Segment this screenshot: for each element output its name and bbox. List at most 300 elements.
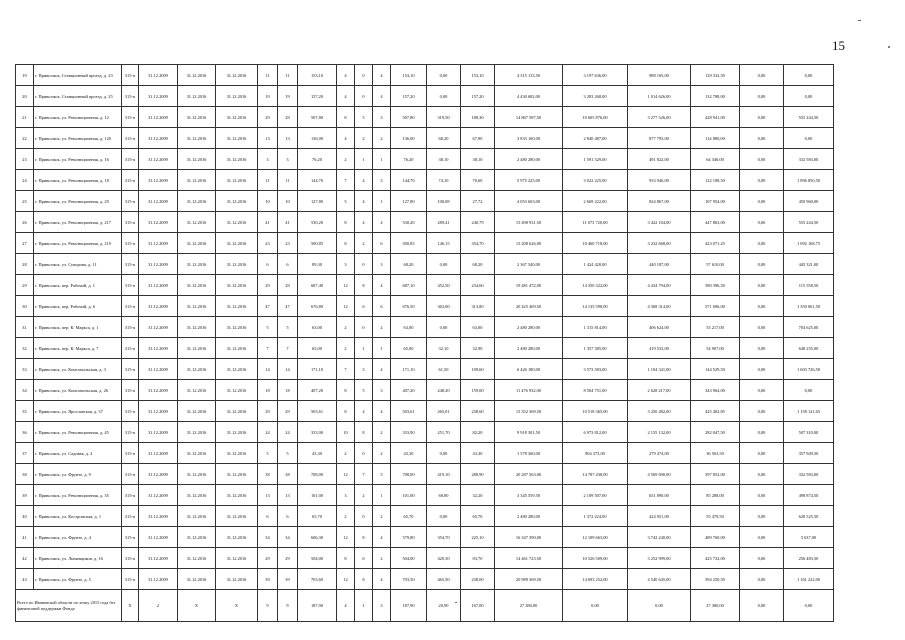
cell-c: 4 — [373, 401, 391, 422]
cell-d1: 31.12.2009 — [139, 65, 178, 86]
cell-d2: 31.12.2016 — [178, 380, 216, 401]
cell-c1: 39 — [258, 569, 278, 590]
cell-s1: 319,50 — [427, 107, 461, 128]
cell-total-f5: 0,00 — [784, 590, 834, 622]
cell-f1: 11 073 720,00 — [563, 212, 628, 233]
cell-area2: 171,10 — [391, 359, 427, 380]
cell-f3: 489 760,00 — [691, 527, 740, 548]
cell-code: 315-п — [122, 212, 139, 233]
cell-cost: 14 461 723,50 — [495, 548, 563, 569]
cell-a: 4 — [337, 86, 355, 107]
cell-d1: 31.12.2009 — [139, 464, 178, 485]
cell-total-d2: X — [178, 590, 216, 622]
table-body — [16, 65, 834, 622]
cell-address: г. Приволжск, ул. Революционная, д. 219 — [34, 233, 122, 254]
cell-cost: 2 480 280,00 — [495, 149, 563, 170]
cell-s2: 67,80 — [461, 128, 495, 149]
cell-f3: 57 610,00 — [691, 254, 740, 275]
cell-area2: 144,70 — [391, 170, 427, 191]
cell-f5: 1 896 850,50 — [784, 170, 834, 191]
cell-f1: 14 350 322,00 — [563, 275, 628, 296]
cell-address: г. Приволжск, ул. Фрунзе, д. 9 — [34, 464, 122, 485]
cell-address: г. Приволжск, ул. Садовая, д. 2 — [34, 443, 122, 464]
cell-area: 127,80 — [298, 191, 337, 212]
cell-d2: 31.12.2016 — [178, 149, 216, 170]
table-row — [16, 338, 834, 359]
cell-cost: 2 480 280,00 — [495, 506, 563, 527]
cell-s1: 363,00 — [427, 296, 461, 317]
cell-s2: 43,30 — [461, 443, 495, 464]
cell-f5: 0,00 — [784, 65, 834, 86]
cell-area2: 507,80 — [391, 107, 427, 128]
cell-d3: 31.12.2016 — [216, 548, 258, 569]
cell-d2: 31.12.2016 — [178, 107, 216, 128]
cell-c: 2 — [373, 128, 391, 149]
cell-s2: 234,60 — [461, 275, 495, 296]
cell-a: 10 — [337, 422, 355, 443]
cell-f4: 0,00 — [740, 212, 784, 233]
cell-code: 315-п — [122, 86, 139, 107]
cell-b: 3 — [355, 359, 373, 380]
cell-d3: 31.12.2016 — [216, 233, 258, 254]
cell-s2: 188,30 — [461, 107, 495, 128]
cell-d3: 31.12.2016 — [216, 128, 258, 149]
cell-d3: 31.12.2016 — [216, 506, 258, 527]
cell-c: 4 — [373, 527, 391, 548]
cell-s1: 74,10 — [427, 170, 461, 191]
cell-f5: 0,00 — [784, 86, 834, 107]
cell-s1: 419,10 — [427, 464, 461, 485]
cell-code: 315-п — [122, 170, 139, 191]
cell-area: 136,00 — [298, 128, 337, 149]
cell-c2: 7 — [278, 338, 298, 359]
cell-f4: 0,00 — [740, 191, 784, 212]
cell-b: 0 — [355, 443, 373, 464]
cell-cost: 15 498 931,50 — [495, 212, 563, 233]
cell-total-f2: 0,00 — [628, 590, 691, 622]
cell-c: 2 — [373, 506, 391, 527]
cell-d2: 31.12.2016 — [178, 212, 216, 233]
cell-code: 315-п — [122, 317, 139, 338]
table-row — [16, 170, 834, 191]
cell-area: 703,60 — [298, 569, 337, 590]
cell-n: 20 — [16, 86, 34, 107]
cell-d2: 31.12.2016 — [178, 401, 216, 422]
cell-cost: 4 430 682,00 — [495, 86, 563, 107]
cell-f2: 988 165,00 — [628, 65, 691, 86]
cell-c2: 3 — [278, 149, 298, 170]
cell-cost: 15 352 369,50 — [495, 401, 563, 422]
cell-b: 6 — [355, 296, 373, 317]
cell-address: г. Приволжск, ул. Революционная, д. 18 — [34, 170, 122, 191]
cell-d2: 31.12.2016 — [178, 191, 216, 212]
cell-c: 4 — [373, 569, 391, 590]
cell-f1: 3 022 225,00 — [563, 170, 628, 191]
cell-f1: 1 315 814,00 — [563, 317, 628, 338]
cell-d2: 31.12.2016 — [178, 443, 216, 464]
cell-n: 41 — [16, 527, 34, 548]
cell-b: 0 — [355, 506, 373, 527]
cell-b: 2 — [355, 128, 373, 149]
cell-f5: 445 321,00 — [784, 254, 834, 275]
cell-f2: 406 624,00 — [628, 317, 691, 338]
cell-d1: 31.12.2009 — [139, 485, 178, 506]
cell-d3: 31.12.2016 — [216, 65, 258, 86]
cell-c2: 5 — [278, 443, 298, 464]
cell-b: 2 — [355, 233, 373, 254]
cell-n: 26 — [16, 212, 34, 233]
cell-b: 7 — [355, 464, 373, 485]
cell-area: 144,70 — [298, 170, 337, 191]
cell-area: 65,00 — [298, 338, 337, 359]
cell-address: г. Приволжск, пер. К. Маркса, д. 1 — [34, 317, 122, 338]
cell-b: 8 — [355, 569, 373, 590]
cell-f3: 114 880,00 — [691, 128, 740, 149]
cell-c2: 41 — [278, 212, 298, 233]
cell-cost: 5 975 225,00 — [495, 170, 563, 191]
cell-total-d1: 2 — [139, 590, 178, 622]
cell-d2: 31.12.2016 — [178, 506, 216, 527]
cell-area2: 63,00 — [391, 317, 427, 338]
cell-a: 8 — [337, 380, 355, 401]
cell-f3: 85 288,00 — [691, 485, 740, 506]
cell-area2: 127,80 — [391, 191, 427, 212]
cell-b: 2 — [355, 485, 373, 506]
cell-code: 315-п — [122, 149, 139, 170]
cell-area: 171,10 — [298, 359, 337, 380]
cell-f1: 8 504 751,00 — [563, 380, 628, 401]
cell-d1: 31.12.2009 — [139, 233, 178, 254]
cell-f5: 450 960,00 — [784, 191, 834, 212]
cell-cost: 19 481 472,00 — [495, 275, 563, 296]
cell-d1: 31.12.2009 — [139, 296, 178, 317]
cell-d1: 31.12.2009 — [139, 191, 178, 212]
cell-c2: 23 — [278, 233, 298, 254]
cell-a: 8 — [337, 212, 355, 233]
cell-area2: 65,70 — [391, 506, 427, 527]
cell-f5: 648 255,00 — [784, 338, 834, 359]
cell-code: 315-п — [122, 128, 139, 149]
cell-a: 4 — [337, 128, 355, 149]
cell-c1: 5 — [258, 443, 278, 464]
cell-f5: 1 350 061,50 — [784, 296, 834, 317]
cell-c1: 11 — [258, 170, 278, 191]
cell-d1: 31.12.2009 — [139, 317, 178, 338]
cell-code: 315-п — [122, 401, 139, 422]
cell-s2: 70,60 — [461, 170, 495, 191]
cell-c2: 6 — [278, 254, 298, 275]
cell-a: 12 — [337, 527, 355, 548]
cell-total-f1: 0,00 — [563, 590, 628, 622]
cell-d3: 31.12.2016 — [216, 149, 258, 170]
cell-code: 315-п — [122, 506, 139, 527]
cell-d2: 31.12.2016 — [178, 170, 216, 191]
cell-f2: 4 540 645,00 — [628, 569, 691, 590]
cell-c2: 11 — [278, 65, 298, 86]
cell-total-a: 4 — [337, 590, 355, 622]
cell-c1: 23 — [258, 233, 278, 254]
cell-c: 4 — [373, 212, 391, 233]
cell-f4: 0,00 — [740, 296, 784, 317]
cell-cost: 20 425 469,50 — [495, 296, 563, 317]
cell-cost: 4 315 133,50 — [495, 65, 563, 86]
cell-s2: 238,60 — [461, 401, 495, 422]
cell-area: 43,30 — [298, 443, 337, 464]
cell-b: 4 — [355, 170, 373, 191]
cell-n: 38 — [16, 464, 34, 485]
cell-f4: 0,00 — [740, 527, 784, 548]
cell-n: 24 — [16, 170, 34, 191]
cell-area2: 333,90 — [391, 422, 427, 443]
cell-d2: 31.12.2016 — [178, 422, 216, 443]
table-row — [16, 401, 834, 422]
cell-d2: 31.12.2016 — [178, 548, 216, 569]
cell-s2: 159,00 — [461, 380, 495, 401]
scan-speck — [888, 46, 890, 48]
cell-f3: 580 396,50 — [691, 275, 740, 296]
cell-n: 30 — [16, 296, 34, 317]
cell-d2: 31.12.2016 — [178, 485, 216, 506]
cell-a: 3 — [337, 485, 355, 506]
cell-address: г. Приволжск, ул. Суворова, д. 11 — [34, 254, 122, 275]
cell-code: 315-п — [122, 569, 139, 590]
cell-c1: 5 — [258, 317, 278, 338]
cell-n: 34 — [16, 380, 34, 401]
cell-s2: 32,90 — [461, 338, 495, 359]
cell-f1: 10 460 718,00 — [563, 233, 628, 254]
cell-total-d3: X — [216, 590, 258, 622]
cell-f1: 1 372 224,00 — [563, 506, 628, 527]
cell-f1: 14 787 438,00 — [563, 464, 628, 485]
cell-f2: 3 252 999,00 — [628, 548, 691, 569]
cell-b: 0 — [355, 317, 373, 338]
cell-c: 2 — [373, 443, 391, 464]
cell-f2: 3 250 482,00 — [628, 401, 691, 422]
cell-d2: 31.12.2016 — [178, 359, 216, 380]
cell-c1: 38 — [258, 464, 278, 485]
cell-area2: 101,00 — [391, 485, 427, 506]
cell-f1: 6 973 812,00 — [563, 422, 628, 443]
table-row — [16, 212, 834, 233]
cell-s1: 32,10 — [427, 338, 461, 359]
cell-total-f3: 27 380,00 — [691, 590, 740, 622]
cell-c: 1 — [373, 191, 391, 212]
cell-f5: 1 092 168,75 — [784, 233, 834, 254]
cell-c1: 7 — [258, 338, 278, 359]
cell-address: г. Приволжск, ул. Революционная, д. 29 — [34, 191, 122, 212]
cell-b: 0 — [355, 86, 373, 107]
cell-n: 35 — [16, 401, 34, 422]
cell-s2: 157,20 — [461, 86, 495, 107]
cell-code: 315-п — [122, 380, 139, 401]
cell-c2: 29 — [278, 275, 298, 296]
cell-s2: 32,20 — [461, 485, 495, 506]
cell-d1: 31.12.2009 — [139, 401, 178, 422]
cell-s1: 38,10 — [427, 149, 461, 170]
cell-b: 1 — [355, 338, 373, 359]
cell-cost: 11 476 932,00 — [495, 380, 563, 401]
cell-c1: 29 — [258, 401, 278, 422]
cell-s1: 68,20 — [427, 128, 461, 149]
cell-c2: 38 — [278, 464, 298, 485]
cell-f4: 0,00 — [740, 317, 784, 338]
cell-c1: 47 — [258, 296, 278, 317]
cell-a: 3 — [337, 254, 355, 275]
cell-a: 12 — [337, 296, 355, 317]
cell-n: 23 — [16, 149, 34, 170]
cell-n: 25 — [16, 191, 34, 212]
cell-f2: 4 434 794,00 — [628, 275, 691, 296]
cell-address: г. Приволжск, ул. Революционная, д. 35 — [34, 485, 122, 506]
cell-d3: 31.12.2016 — [216, 464, 258, 485]
cell-f3: 594 250,50 — [691, 569, 740, 590]
cell-cost: 4 053 603,00 — [495, 191, 563, 212]
cell-f3: 425 402,85 — [691, 401, 740, 422]
cell-d3: 31.12.2016 — [216, 380, 258, 401]
table-row — [16, 128, 834, 149]
cell-code: 315-п — [122, 296, 139, 317]
cell-f5: 1 603 726,50 — [784, 359, 834, 380]
cell-s1: 265,01 — [427, 401, 461, 422]
cell-address: г. Приволжск, ул. Комсомольская, д. 3 — [34, 359, 122, 380]
cell-f4: 0,00 — [740, 128, 784, 149]
cell-d2: 31.12.2016 — [178, 86, 216, 107]
cell-d1: 31.12.2009 — [139, 170, 178, 191]
cell-f4: 0,00 — [740, 86, 784, 107]
table-row — [16, 443, 834, 464]
cell-c: 2 — [373, 422, 391, 443]
cell-area2: 708,00 — [391, 464, 427, 485]
cell-d2: 31.12.2016 — [178, 296, 216, 317]
cell-f4: 0,00 — [740, 401, 784, 422]
cell-f4: 0,00 — [740, 107, 784, 128]
cell-f1: 14 135 598,00 — [563, 296, 628, 317]
cell-s2: 63,00 — [461, 317, 495, 338]
cell-total-c: 3 — [373, 590, 391, 622]
cell-f3: 129 332,50 — [691, 65, 740, 86]
cell-f3: 53 217,00 — [691, 317, 740, 338]
cell-code: 315-п — [122, 527, 139, 548]
cell-area2: 530,20 — [391, 212, 427, 233]
cell-f2: 4 368 314,00 — [628, 296, 691, 317]
cell-area: 530,20 — [298, 212, 337, 233]
cell-f3: 428 941,00 — [691, 107, 740, 128]
cell-f3: 132 788,00 — [691, 86, 740, 107]
cell-area2: 153,10 — [391, 65, 427, 86]
cell-n: 42 — [16, 548, 34, 569]
cell-f2: 491 822,00 — [628, 149, 691, 170]
cell-f1: 3 283 268,00 — [563, 86, 628, 107]
cell-d1: 31.12.2009 — [139, 149, 178, 170]
cell-s2: 82,20 — [461, 422, 495, 443]
cell-f3: 36 563,50 — [691, 443, 740, 464]
cell-a: 2 — [337, 317, 355, 338]
cell-d2: 31.12.2016 — [178, 65, 216, 86]
cell-address: г. Приволжск, Станционный проезд, д. 25 — [34, 86, 122, 107]
cell-f1: 1 357 585,00 — [563, 338, 628, 359]
cell-c: 1 — [373, 485, 391, 506]
cell-cost: 2 367 540,00 — [495, 254, 563, 275]
cell-d1: 31.12.2009 — [139, 338, 178, 359]
cell-s1: 0,00 — [427, 86, 461, 107]
cell-c2: 18 — [278, 380, 298, 401]
cell-area: 65,70 — [298, 506, 337, 527]
cell-area2: 76,20 — [391, 149, 427, 170]
cell-area2: 687,10 — [391, 275, 427, 296]
cell-b: 8 — [355, 527, 373, 548]
cell-area2: 68,20 — [391, 254, 427, 275]
table-row — [16, 527, 834, 548]
cell-n: 29 — [16, 275, 34, 296]
cell-cost: 20 287 563,00 — [495, 464, 563, 485]
cell-f3: 447 863,00 — [691, 212, 740, 233]
cell-address: г. Приволжск, ул. Фрунзе, д. 5 — [34, 569, 122, 590]
cell-f3: 343 964,00 — [691, 380, 740, 401]
cell-total-label: Всего по Ивановской области по этапу 2015 года без финансовой поддержки Фонда — [16, 590, 122, 622]
cell-f5: 498 874,50 — [784, 485, 834, 506]
cell-d2: 31.12.2016 — [178, 527, 216, 548]
cell-f5: 357 949,50 — [784, 443, 834, 464]
cell-f2: 1 014 626,00 — [628, 86, 691, 107]
cell-a: 5 — [337, 191, 355, 212]
cell-d1: 31.12.2009 — [139, 506, 178, 527]
cell-area2: 157,20 — [391, 86, 427, 107]
cell-area: 63,00 — [298, 317, 337, 338]
cell-f4: 0,00 — [740, 464, 784, 485]
cell-f4: 0,00 — [740, 254, 784, 275]
cell-cost: 3 833 160,00 — [495, 128, 563, 149]
cell-d3: 31.12.2016 — [216, 569, 258, 590]
cell-d2: 31.12.2016 — [178, 464, 216, 485]
cell-code: 315-п — [122, 422, 139, 443]
cell-c2: 13 — [278, 128, 298, 149]
cell-c1: 11 — [258, 65, 278, 86]
cell-f5: 555 244,50 — [784, 107, 834, 128]
cell-a: 7 — [337, 359, 355, 380]
cell-area2: 407,20 — [391, 380, 427, 401]
cell-c: 6 — [373, 296, 391, 317]
table-row — [16, 317, 834, 338]
cell-f4: 0,00 — [740, 149, 784, 170]
cell-code: 315-п — [122, 191, 139, 212]
cell-c2: 29 — [278, 401, 298, 422]
table-row — [16, 107, 834, 128]
cell-f1: 12 109 663,00 — [563, 527, 628, 548]
cell-c1: 29 — [258, 275, 278, 296]
cell-a: 8 — [337, 107, 355, 128]
cell-n: 21 — [16, 107, 34, 128]
table-row — [16, 548, 834, 569]
cell-f3: 122 188,50 — [691, 170, 740, 191]
cell-b: 0 — [355, 65, 373, 86]
cell-cost: 1 578 360,00 — [495, 443, 563, 464]
cell-c1: 13 — [258, 128, 278, 149]
cell-a: 2 — [337, 443, 355, 464]
cell-c1: 6 — [258, 506, 278, 527]
cell-c1: 19 — [258, 86, 278, 107]
cell-f2: 933 946,00 — [628, 170, 691, 191]
cell-f2: 2 155 132,00 — [628, 422, 691, 443]
cell-area2: 65,00 — [391, 338, 427, 359]
cell-f2: 2 628 217,00 — [628, 380, 691, 401]
cell-b: 8 — [355, 422, 373, 443]
cell-s2: 288,90 — [461, 464, 495, 485]
cell-f4: 0,00 — [740, 443, 784, 464]
cell-f1: 10 526 509,00 — [563, 548, 628, 569]
cell-n: 32 — [16, 338, 34, 359]
cell-c1: 41 — [258, 212, 278, 233]
cell-s1: 354,70 — [427, 527, 461, 548]
